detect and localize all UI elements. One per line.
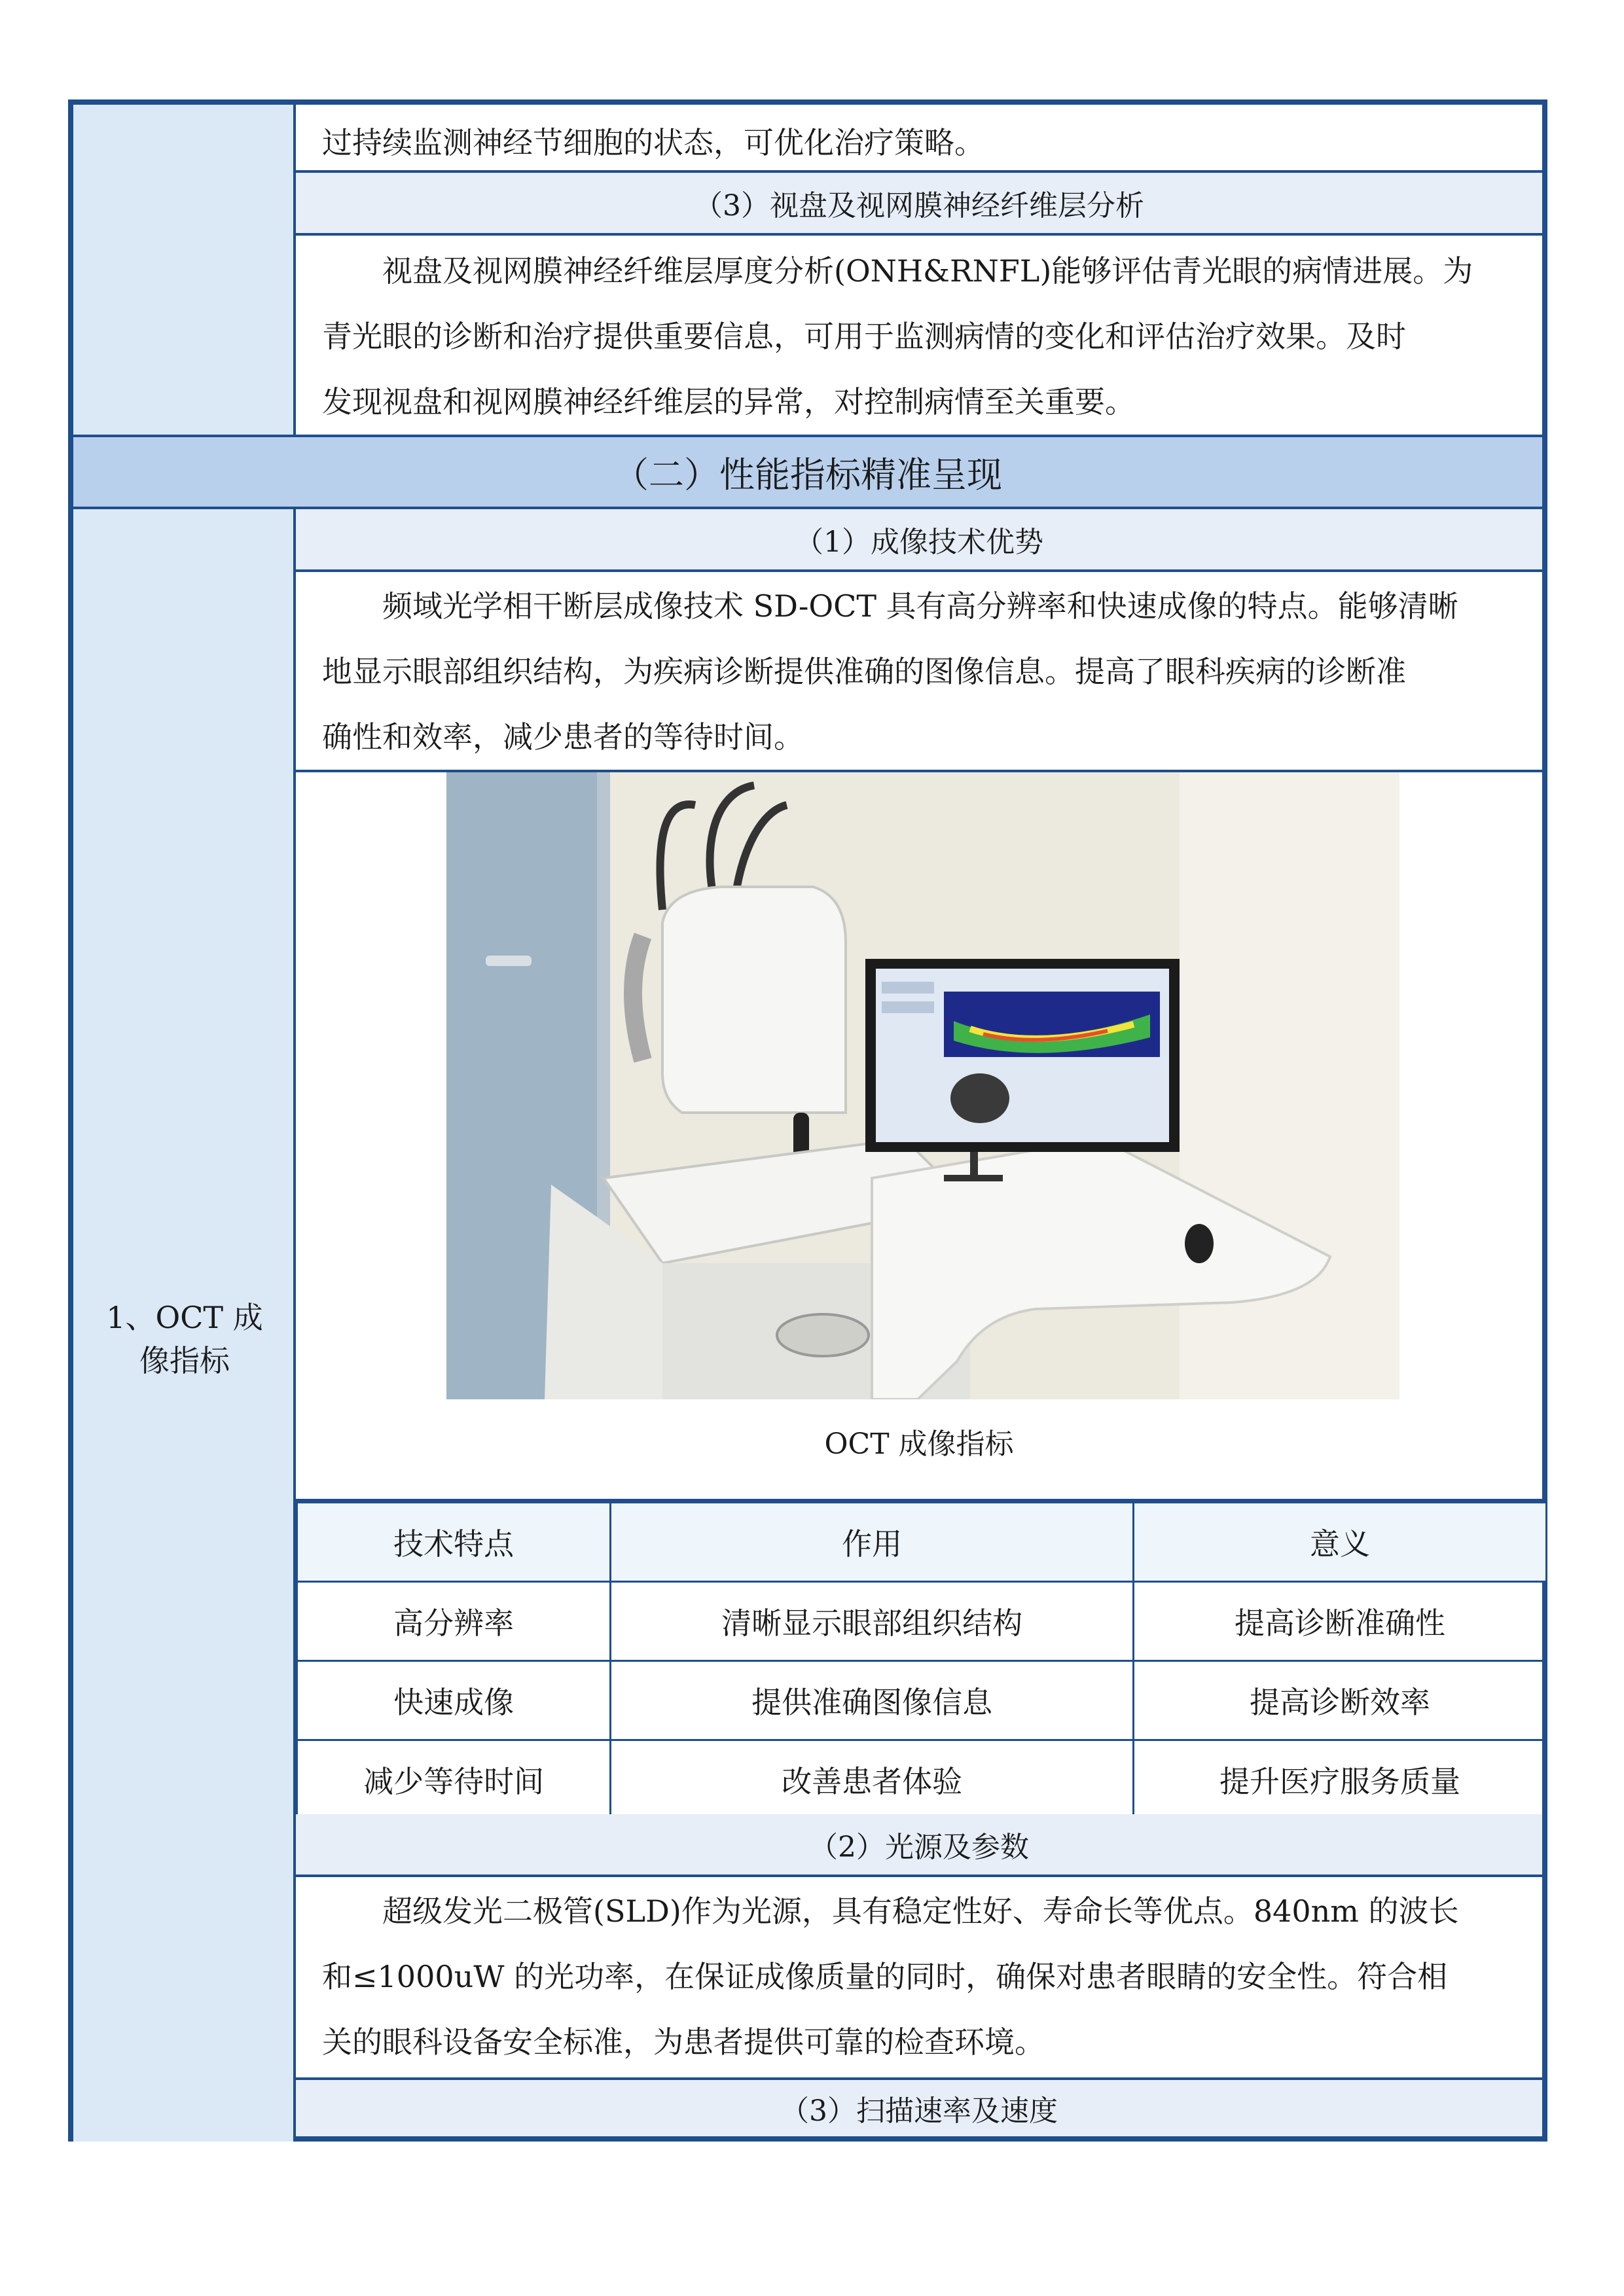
subheader-imaging-advantage: （1）成像技术优势	[296, 509, 1542, 569]
oct-device-photo	[446, 772, 1399, 1399]
subheader-onh-rnfl: （3）视盘及视网膜神经纤维层分析	[296, 173, 1542, 233]
divider	[296, 233, 1542, 236]
paragraph-line: 发现视盘和视网膜神经纤维层的异常，对控制病情至关重要。	[322, 384, 1135, 420]
paragraph-line: 地显示眼部组织结构，为疾病诊断提供准确的图像信息。提高了眼科疾病的诊断准	[322, 654, 1406, 689]
paragraph-light-source	[322, 1878, 1516, 2075]
paragraph-line: 超级发光二极管(SLD)作为光源，具有稳定性好、寿命长等优点。840nm 的波长	[382, 1893, 1459, 1929]
paragraph-line: 青光眼的诊断和治疗提供重要信息，可用于监测病情的变化和评估治疗效果。及时	[322, 319, 1406, 354]
paragraph-line: 和≤1000uW 的光功率，在保证成像质量的同时，确保对患者眼睛的安全性。符合相	[322, 1959, 1448, 1994]
table-cell: 改善患者体验	[611, 1740, 1134, 1820]
left-label-line: 1、OCT 成	[106, 1300, 263, 1335]
divider	[296, 569, 1542, 572]
table-cell: 减少等待时间	[297, 1740, 611, 1820]
table-row	[297, 1661, 1547, 1740]
continued-text: 过持续监测神经节细胞的状态，可优化治疗策略。	[322, 125, 984, 160]
document-table-frame	[68, 99, 1547, 2142]
paragraph-line: 关的眼科设备安全标准，为患者提供可靠的检查环境。	[322, 2024, 1045, 2060]
table-header-cell: 作用	[611, 1503, 1134, 1582]
left-label-line: 像指标	[139, 1343, 230, 1378]
paragraph-onh-rnfl	[322, 238, 1516, 435]
table-row	[297, 1740, 1547, 1820]
paragraph-imaging-advantage	[322, 573, 1516, 770]
table-cell: 提升医疗服务质量	[1133, 1740, 1546, 1820]
table-cell: 提供准确图像信息	[611, 1661, 1134, 1740]
subheader-scan-rate: （3）扫描速率及速度	[296, 2080, 1542, 2136]
table-header-cell: 技术特点	[297, 1503, 611, 1582]
table-cell: 提高诊断效率	[1133, 1661, 1546, 1740]
paragraph-line: 频域光学相干断层成像技术 SD-OCT 具有高分辨率和快速成像的特点。能够清晰	[382, 588, 1458, 624]
table-header-row	[297, 1503, 1547, 1582]
paragraph-line: 视盘及视网膜神经纤维层厚度分析(ONH&RNFL)能够评估青光眼的病情进展。为	[382, 253, 1473, 289]
spec-table	[296, 1501, 1547, 1820]
table-row	[297, 1582, 1547, 1661]
paragraph-line: 确性和效率，减少患者的等待时间。	[322, 719, 804, 755]
table-cell: 高分辨率	[297, 1582, 611, 1661]
left-label	[73, 1296, 296, 1382]
table-header-cell: 意义	[1133, 1503, 1546, 1582]
table-cell: 快速成像	[297, 1661, 611, 1740]
divider	[296, 1874, 1542, 1877]
table-cell: 提高诊断准确性	[1133, 1582, 1546, 1661]
section-title: （二）性能指标精准呈现	[73, 437, 1542, 507]
table-cell: 清晰显示眼部组织结构	[611, 1582, 1134, 1661]
subheader-light-source: （2）光源及参数	[296, 1814, 1542, 1874]
photo-caption: OCT 成像指标	[824, 1427, 1014, 1461]
